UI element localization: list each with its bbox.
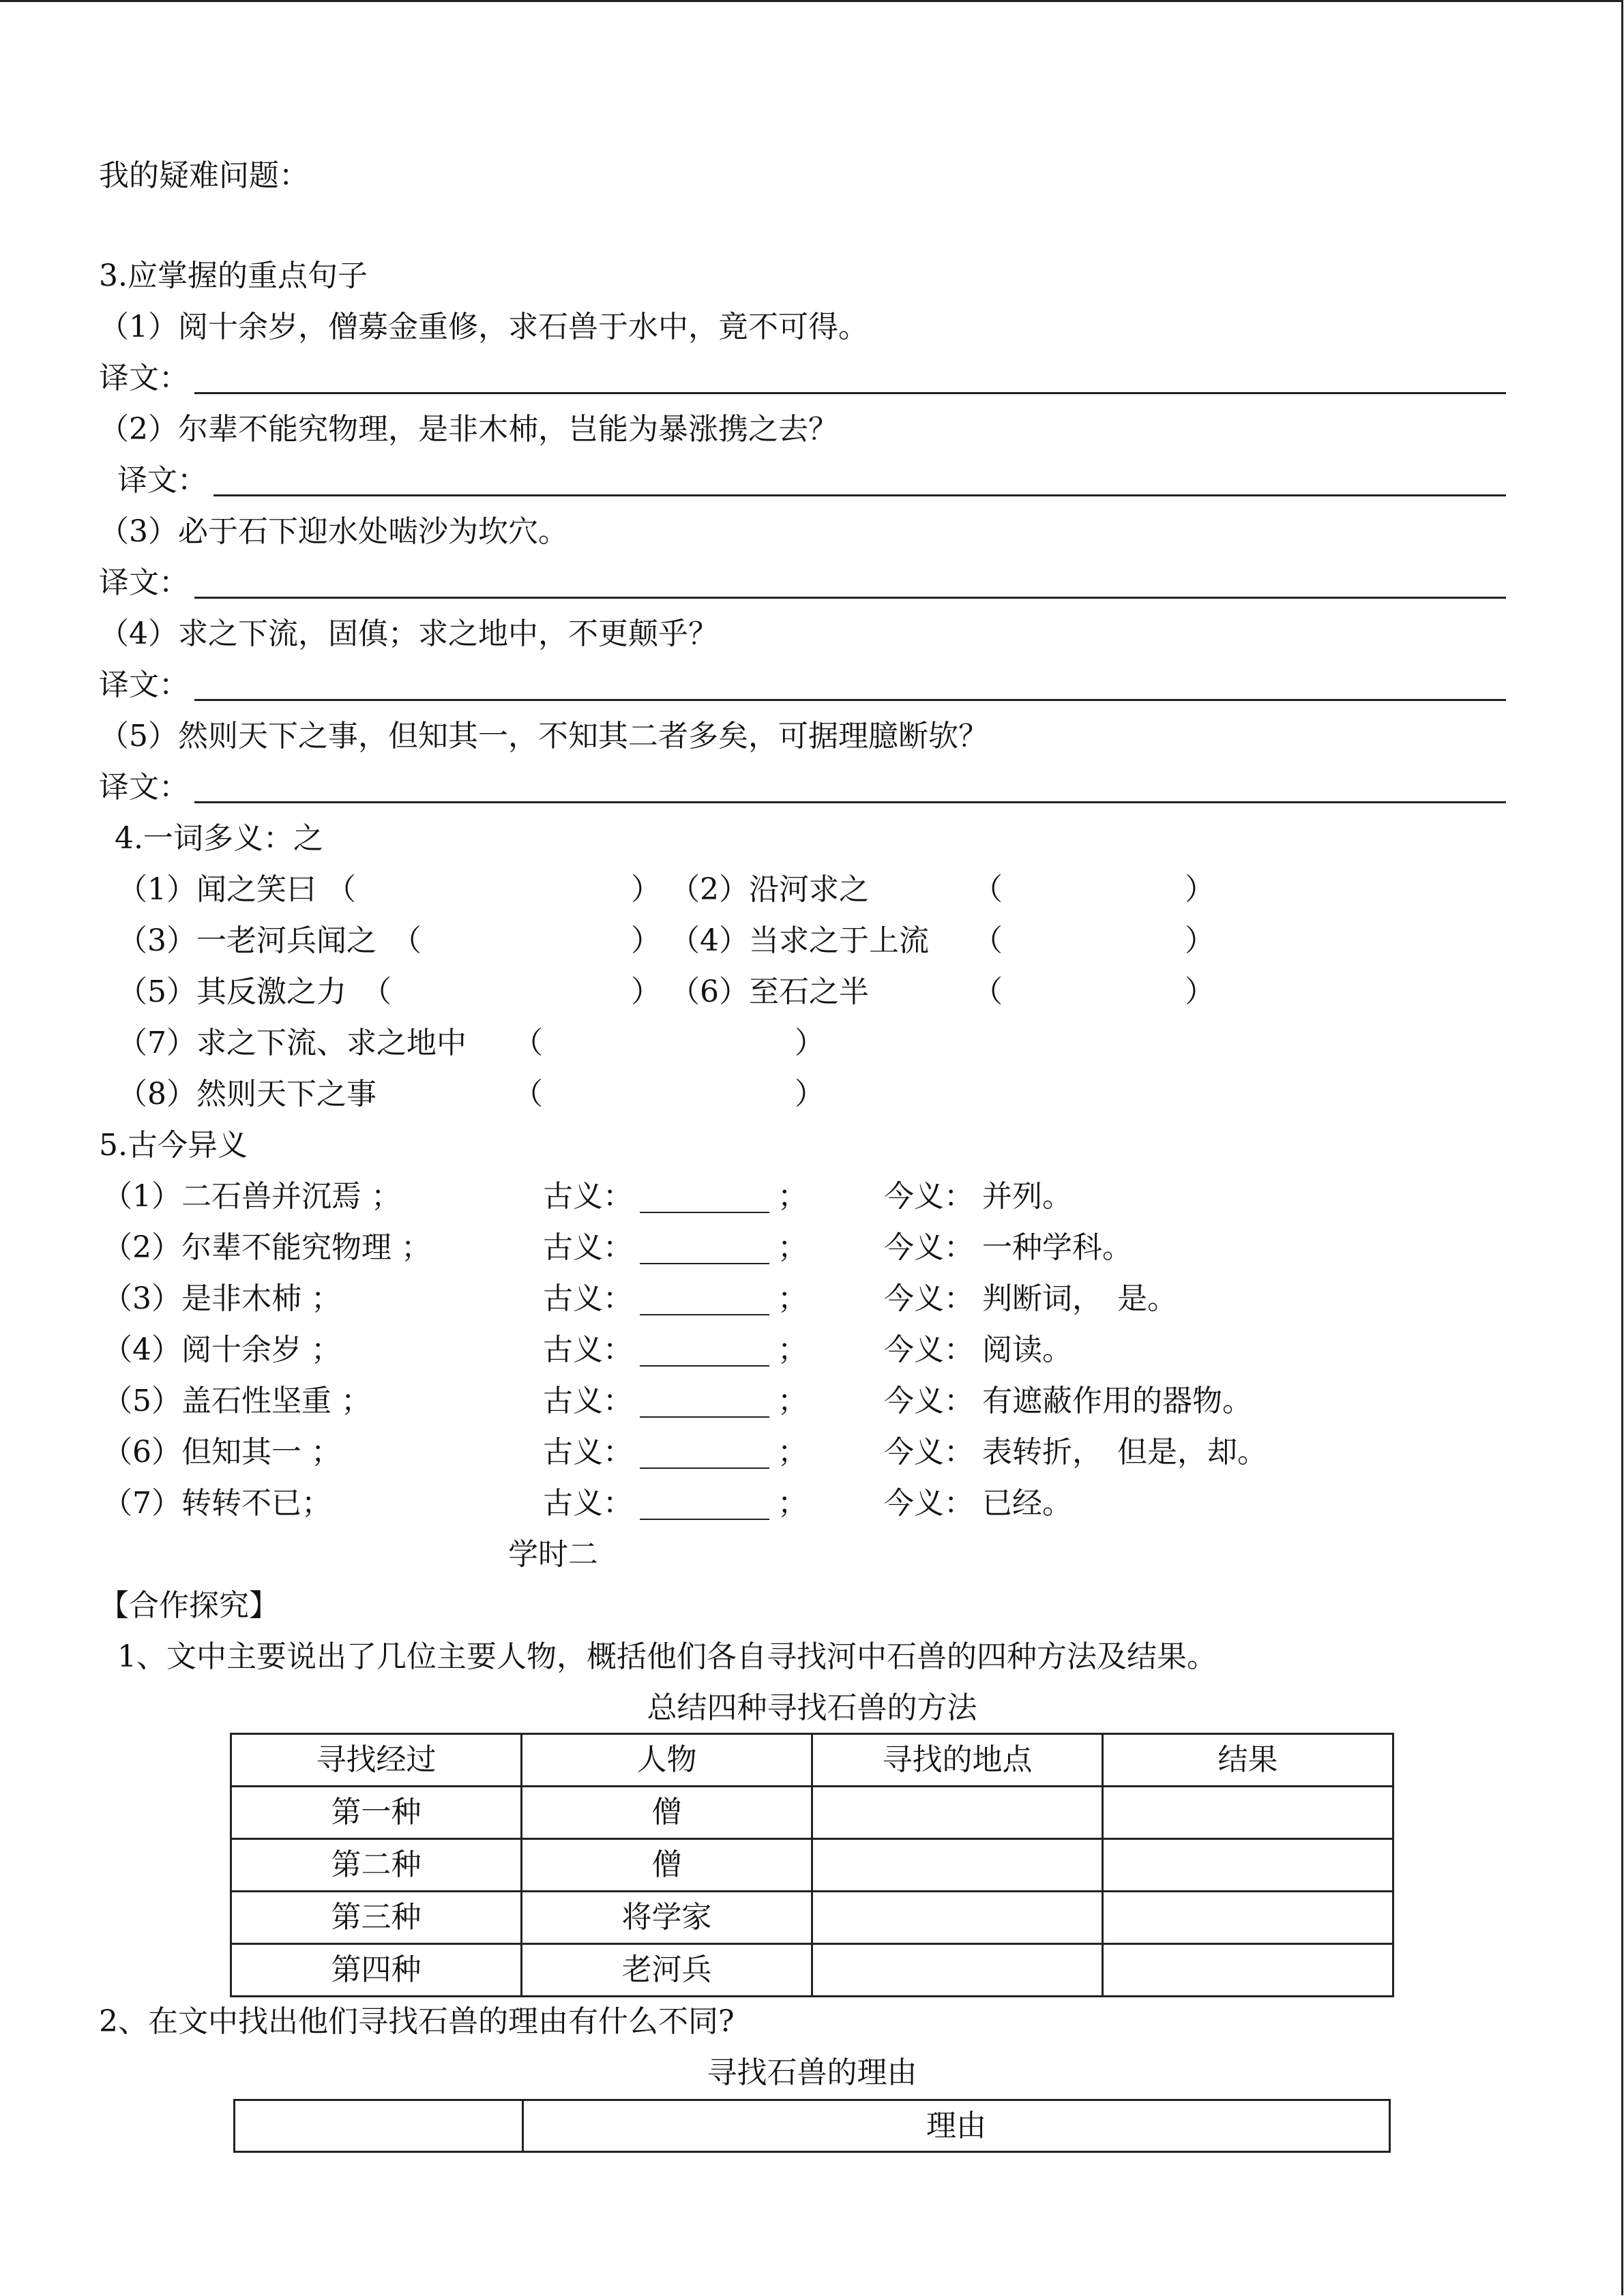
table-cell-input[interactable] [812,1787,1103,1839]
open-paren: （ [973,974,1003,1009]
sentence-5: （5）然则天下之事，但知其一，不知其二者多矣，可据理臆断欤？ [99,719,988,754]
polysemy-item-3: （3）一老河兵闻之 [117,923,377,958]
translate-label-5: 译文： [99,770,189,805]
polysemy-item-4: （4）当求之于上流 [670,923,929,958]
ancient-blank-6[interactable] [640,1467,769,1469]
modern-3: 判断词， 是。 [982,1281,1177,1316]
translate-line-2[interactable] [213,494,1506,496]
section3-title: 3.应掌握的重点句子 [99,258,368,293]
word-6: （6）但知其一 ； [102,1435,341,1470]
semicolon: ； [778,1179,808,1214]
ancient-blank-7[interactable] [640,1519,769,1520]
table-cell: 老河兵 [522,1944,812,1997]
header-cell: 结果 [1103,1734,1393,1787]
polysemy-item-5: （5）其反激之力 [117,974,346,1009]
ancient-label: 古义： [543,1435,633,1470]
modern-label: 今义： [884,1435,974,1470]
close-paren: ） [631,872,661,907]
semicolon: ； [778,1486,808,1521]
table-cell: 僧 [522,1839,812,1892]
section5-title: 5.古今异义 [99,1128,248,1163]
polysemy-item-7: （7）求之下流、求之地中 [117,1026,467,1060]
table-cell-input[interactable] [812,1892,1103,1944]
open-paren: （ [326,872,356,907]
section4-title: 4.一词多义：之 [115,821,323,856]
close-paren: ） [1185,923,1215,958]
table-cell-input[interactable] [1103,1787,1393,1839]
sentence-3: （3）必于石下迎水处啮沙为坎穴。 [99,514,568,549]
polysemy-item-1: （1）闻之笑曰 [117,872,316,907]
close-paren: ） [631,923,661,958]
table-header-row [235,2100,1390,2152]
header-cell: 理由 [523,2100,1390,2152]
ancient-label: 古义： [543,1384,633,1418]
ancient-label: 古义： [543,1281,633,1316]
translate-line-1[interactable] [194,392,1506,394]
ancient-label: 古义： [543,1179,633,1214]
word-3: （3）是非木杮 ； [102,1281,341,1316]
semicolon: ； [778,1332,808,1367]
semicolon: ； [778,1230,808,1265]
ancient-label: 古义： [543,1230,633,1265]
modern-6: 表转折， 但是，却。 [982,1435,1267,1470]
modern-label: 今义： [884,1179,974,1214]
word-2: （2）尔辈不能究物理 ； [102,1230,431,1265]
modern-label: 今义： [884,1281,974,1316]
open-paren: （ [973,872,1003,907]
sentence-4: （4）求之下流，固傎；求之地中，不更颠乎？ [99,616,718,651]
table-cell: 第二种 [231,1839,522,1892]
modern-label: 今义： [884,1332,974,1367]
ancient-blank-4[interactable] [640,1365,769,1367]
table-cell-input[interactable] [1103,1892,1393,1944]
polysemy-item-8: （8）然则天下之事 [117,1077,377,1112]
header-cell: 人物 [522,1734,812,1787]
translate-line-4[interactable] [194,699,1506,701]
table-cell: 将学家 [522,1892,812,1944]
table-row [231,1892,1393,1944]
question-2: 2、在文中找出他们寻找石兽的理由有什么不同? [99,2004,735,2039]
semicolon: ； [778,1281,808,1316]
translate-line-3[interactable] [194,597,1506,599]
word-7: （7）转转不已； [102,1486,331,1521]
semicolon: ； [778,1384,808,1418]
question-1: 1、文中主要说出了几位主要人物，概括他们各自寻找河中石兽的四种方法及结果。 [117,1639,1217,1674]
sentence-1: （1）阅十余岁，僧募金重修，求石兽于水中，竟不可得。 [99,310,868,344]
modern-5: 有遮蔽作用的器物。 [982,1384,1252,1418]
translate-line-5[interactable] [194,801,1506,803]
polysemy-item-2: （2）沿河求之 [670,872,869,907]
ancient-blank-5[interactable] [640,1416,769,1418]
close-paren: ） [1185,974,1215,1009]
translate-label-1: 译文： [99,361,189,396]
word-5: （5）盖石性坚重 ； [102,1384,371,1418]
header-cell [235,2100,523,2152]
table-header-row [231,1734,1393,1787]
word-4: （4）阅十余岁 ； [102,1332,341,1367]
table-cell: 第三种 [231,1892,522,1944]
table-cell-input[interactable] [1103,1839,1393,1892]
translate-label-2: 译文： [117,463,207,498]
polysemy-item-6: （6）至石之半 [670,974,869,1009]
ancient-blank-1[interactable] [640,1212,769,1213]
close-paren: ） [631,974,661,1009]
word-1: （1）二石兽并沉焉 ； [102,1179,401,1214]
table-cell: 第四种 [231,1944,522,1997]
table-row [231,1787,1393,1839]
semicolon: ； [778,1435,808,1470]
modern-1: 并列。 [982,1179,1072,1214]
modern-label: 今义： [884,1230,974,1265]
table1-title: 总结四种寻找石兽的方法 [647,1690,977,1725]
table-cell-input[interactable] [812,1944,1103,1997]
sentence-2: （2）尔辈不能究物理，是非木杮，岂能为暴涨携之去？ [99,412,838,447]
table-cell-input[interactable] [1103,1944,1393,1997]
modern-label: 今义： [884,1384,974,1418]
close-paren: ） [1185,872,1215,907]
open-paren: （ [361,974,392,1009]
ancient-blank-3[interactable] [640,1314,769,1315]
ancient-blank-2[interactable] [640,1263,769,1264]
table-row [231,1839,1393,1892]
header-cell: 寻找经过 [231,1734,522,1787]
header-cell: 寻找的地点 [812,1734,1103,1787]
close-paren: ） [795,1026,825,1060]
close-paren: ） [795,1077,825,1112]
open-paren: （ [513,1077,543,1112]
methods-table [230,1733,1394,1997]
ancient-label: 古义： [543,1332,633,1367]
open-paren: （ [513,1026,543,1060]
question-prompt: 我的疑难问题： [99,158,309,193]
translate-label-4: 译文： [99,668,189,702]
reasons-table [233,2099,1391,2153]
lesson-two-heading: 学时二 [508,1537,598,1572]
table-cell: 僧 [522,1787,812,1839]
table2-title: 寻找石兽的理由 [707,2055,917,2090]
ancient-label: 古义： [543,1486,633,1521]
table-row [231,1944,1393,1997]
modern-4: 阅读。 [982,1332,1072,1367]
cooperation-heading: 【合作探究】 [99,1588,279,1623]
modern-label: 今义： [884,1486,974,1521]
table-cell-input[interactable] [812,1839,1103,1892]
modern-7: 已经。 [982,1486,1072,1521]
open-paren: （ [973,923,1003,958]
translate-label-3: 译文： [99,565,189,600]
open-paren: （ [392,923,422,958]
table-cell: 第一种 [231,1787,522,1839]
modern-2: 一种学科。 [982,1230,1132,1265]
